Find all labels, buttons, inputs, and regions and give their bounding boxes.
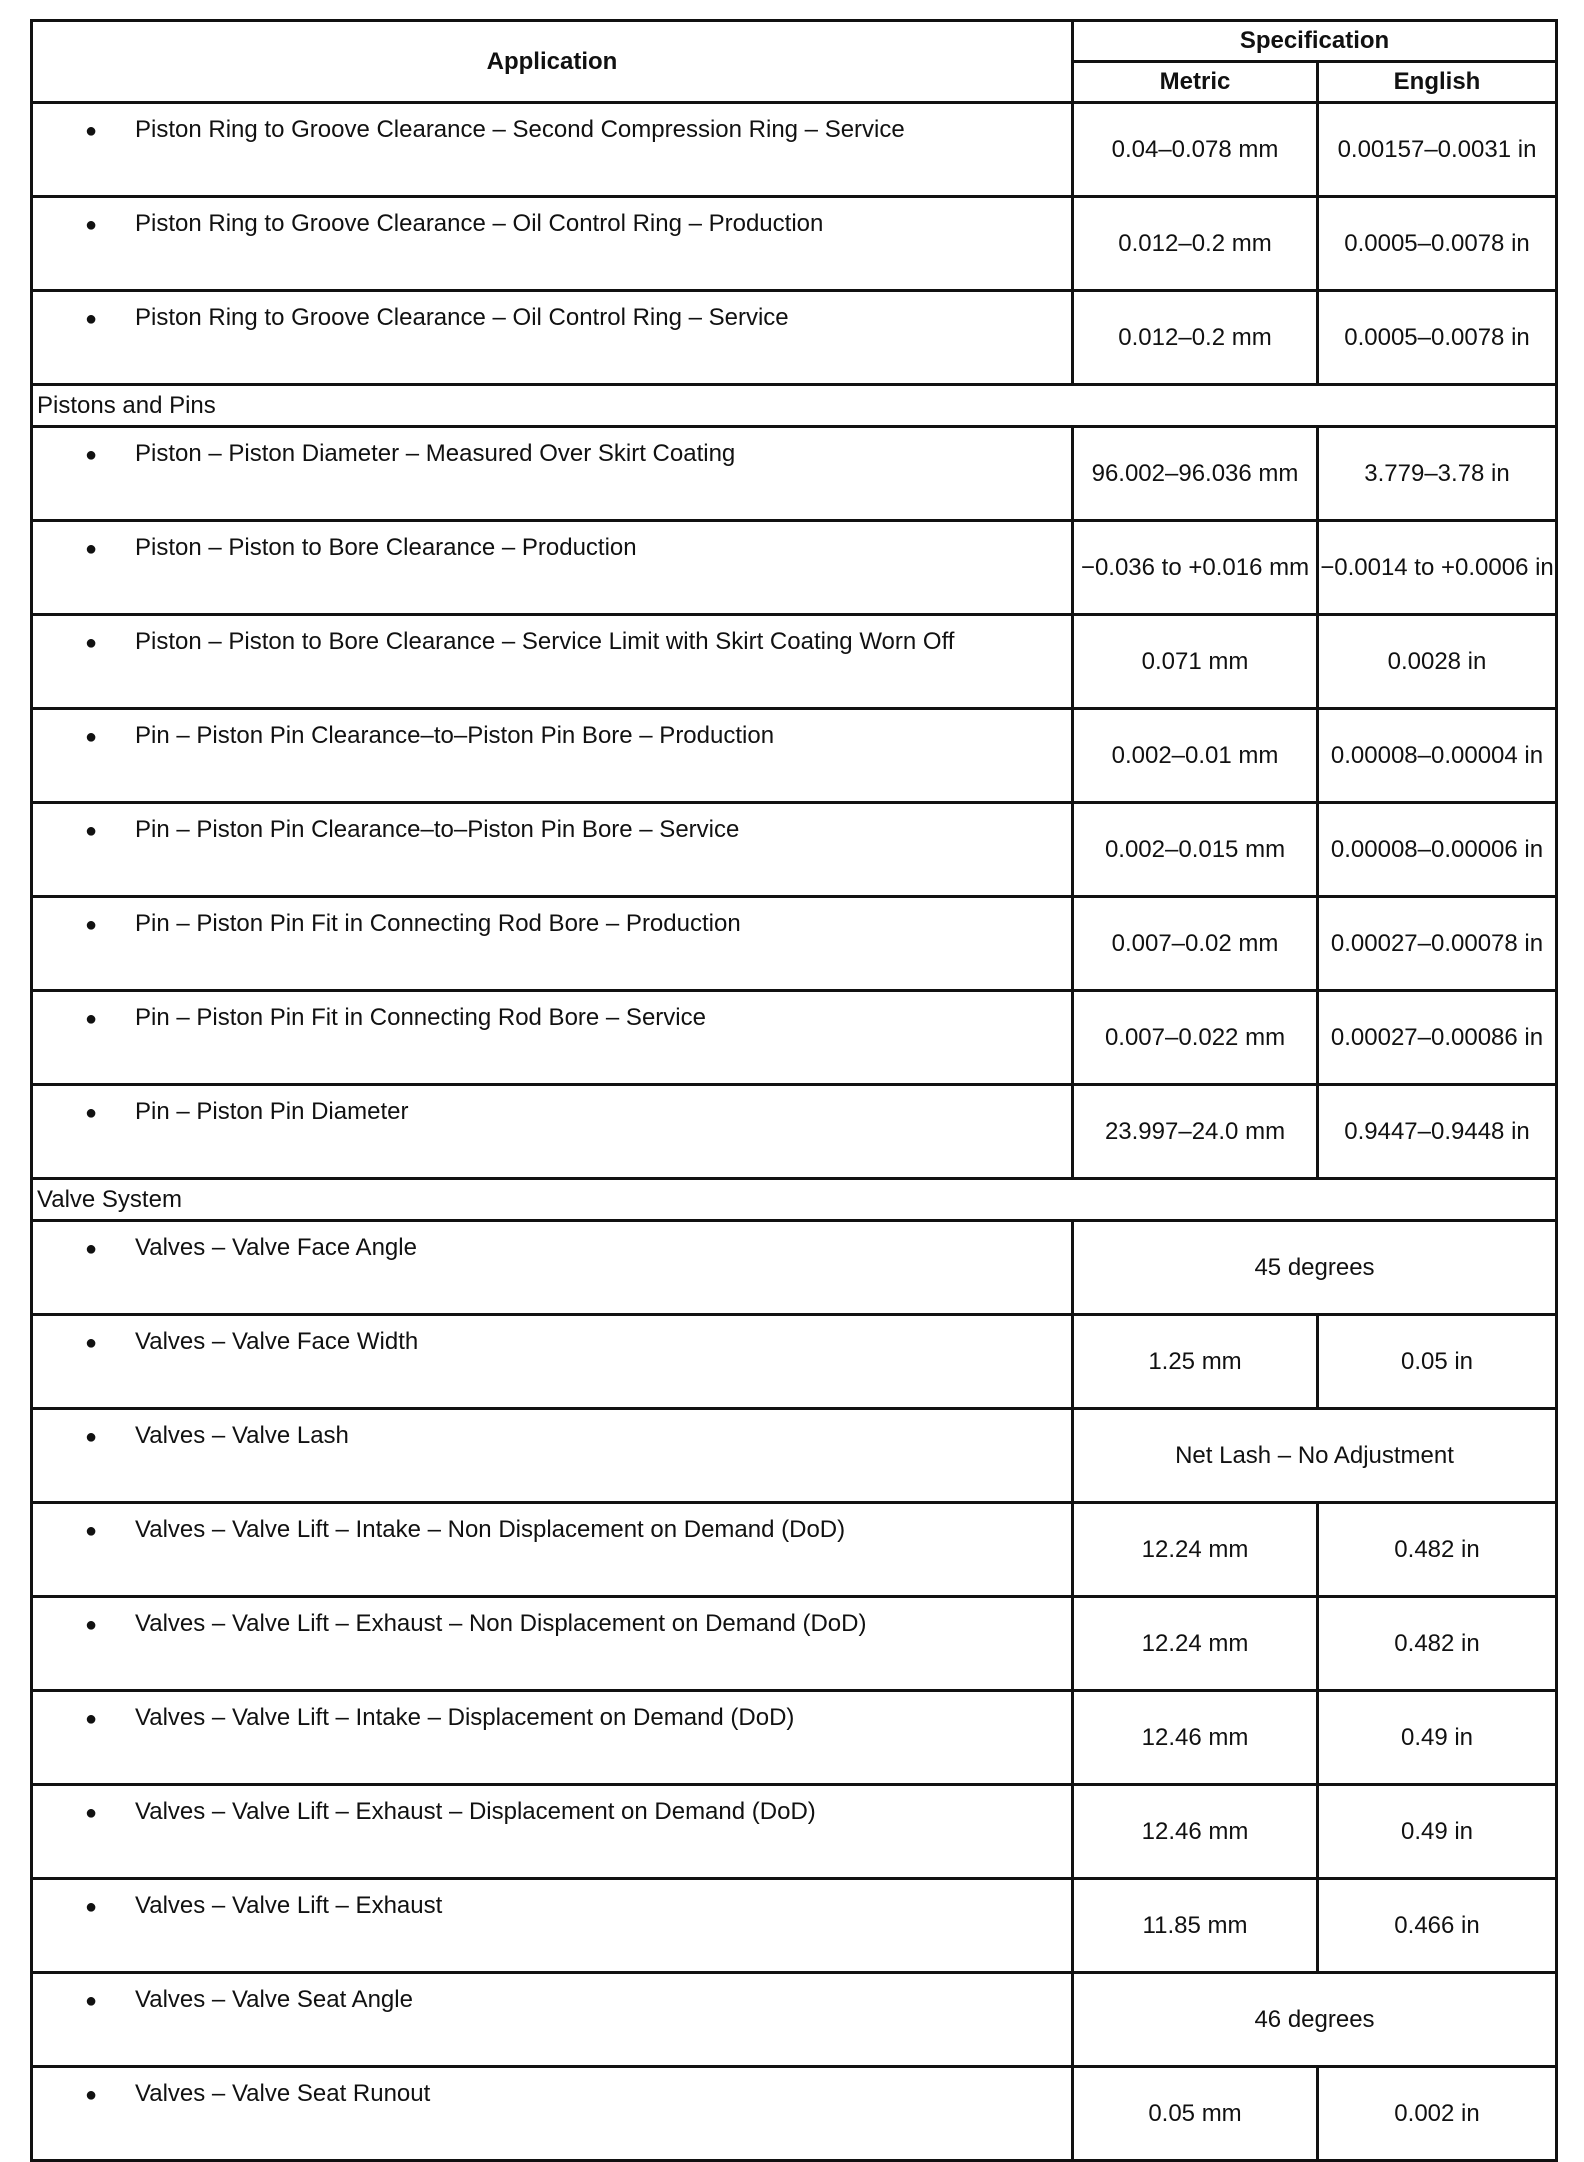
english-header: English — [1318, 62, 1557, 103]
metric-value: 96.002–96.036 mm — [1073, 427, 1318, 521]
application-label: Pin – Piston Pin Fit in Connecting Rod Bore – Service — [135, 1004, 706, 1031]
bullet-icon: ● — [85, 1802, 98, 1824]
application-label: Valves – Valve Seat Runout — [135, 2080, 431, 2107]
bullet-icon: ● — [85, 1896, 98, 1918]
metric-value: −0.036 to +0.016 mm — [1073, 521, 1318, 615]
metric-value: 12.24 mm — [1073, 1503, 1318, 1597]
application-label: Piston Ring to Groove Clearance – Oil Control Ring – Service — [135, 304, 789, 331]
bullet-icon: ● — [85, 538, 98, 560]
metric-value: 0.012–0.2 mm — [1073, 291, 1318, 385]
table-row — [32, 1409, 1557, 1503]
english-value: 0.0005–0.0078 in — [1318, 291, 1557, 385]
application-label: Valves – Valve Lift – Intake – Displacement on Demand (DoD) — [135, 1704, 795, 1731]
table-row — [32, 1503, 1557, 1597]
table-body — [32, 103, 1557, 2161]
section-row — [32, 1179, 1557, 1221]
application-cell — [32, 991, 1073, 1085]
table-row — [32, 897, 1557, 991]
application-label: Valves – Valve Face Angle — [135, 1234, 417, 1261]
application-cell — [32, 709, 1073, 803]
application-cell — [32, 1503, 1073, 1597]
application-cell — [32, 1085, 1073, 1179]
english-value: 0.466 in — [1318, 1879, 1557, 1973]
english-value: 0.482 in — [1318, 1597, 1557, 1691]
english-value: 0.00157–0.0031 in — [1318, 103, 1557, 197]
table-row — [32, 615, 1557, 709]
english-value: 0.00027–0.00078 in — [1318, 897, 1557, 991]
application-label: Piston – Piston to Bore Clearance – Service Limit with Skirt Coating Worn Off — [135, 628, 955, 655]
bullet-icon: ● — [85, 1990, 98, 2012]
english-value: 3.779–3.78 in — [1318, 427, 1557, 521]
application-label: Pin – Piston Pin Clearance–to–Piston Pin Bore – Service — [135, 816, 740, 843]
combined-value: Net Lash – No Adjustment — [1073, 1409, 1557, 1503]
application-cell — [32, 103, 1073, 197]
application-cell — [32, 1597, 1073, 1691]
application-label: Valves – Valve Lift – Exhaust – Displacement on Demand (DoD) — [135, 1798, 816, 1825]
table-row — [32, 521, 1557, 615]
application-cell — [32, 1315, 1073, 1409]
metric-value: 0.007–0.02 mm — [1073, 897, 1318, 991]
bullet-icon: ● — [85, 1102, 98, 1124]
metric-value: 12.46 mm — [1073, 1785, 1318, 1879]
section-title: Pistons and Pins — [32, 385, 1557, 427]
bullet-icon: ● — [85, 820, 98, 842]
table-row — [32, 1315, 1557, 1409]
application-cell — [32, 1785, 1073, 1879]
table-row — [32, 427, 1557, 521]
section-row — [32, 385, 1557, 427]
application-cell — [32, 1409, 1073, 1503]
application-cell — [32, 521, 1073, 615]
bullet-icon: ● — [85, 1332, 98, 1354]
metric-value: 0.002–0.015 mm — [1073, 803, 1318, 897]
metric-value: 0.007–0.022 mm — [1073, 991, 1318, 1085]
metric-value: 0.05 mm — [1073, 2067, 1318, 2161]
application-header: Application — [32, 21, 1073, 103]
english-value: −0.0014 to +0.0006 in — [1318, 521, 1557, 615]
application-label: Pin – Piston Pin Fit in Connecting Rod Bore – Production — [135, 910, 741, 937]
table-row — [32, 1691, 1557, 1785]
table-row — [32, 2067, 1557, 2161]
application-cell — [32, 197, 1073, 291]
bullet-icon: ● — [85, 308, 98, 330]
application-label: Valves – Valve Face Width — [135, 1328, 419, 1355]
metric-value: 12.24 mm — [1073, 1597, 1318, 1691]
table-row — [32, 103, 1557, 197]
application-cell — [32, 1691, 1073, 1785]
application-label: Piston Ring to Groove Clearance – Second Compression Ring – Service — [135, 116, 905, 143]
metric-value: 11.85 mm — [1073, 1879, 1318, 1973]
table-row — [32, 1879, 1557, 1973]
application-cell — [32, 1973, 1073, 2067]
bullet-icon: ● — [85, 632, 98, 654]
english-value: 0.00008–0.00006 in — [1318, 803, 1557, 897]
bullet-icon: ● — [85, 1238, 98, 1260]
bullet-icon: ● — [85, 1614, 98, 1636]
english-value: 0.00008–0.00004 in — [1318, 709, 1557, 803]
table-row — [32, 1221, 1557, 1315]
english-value: 0.49 in — [1318, 1785, 1557, 1879]
table-row — [32, 1973, 1557, 2067]
english-value: 0.002 in — [1318, 2067, 1557, 2161]
english-value: 0.49 in — [1318, 1691, 1557, 1785]
application-cell — [32, 1879, 1073, 1973]
english-value: 0.00027–0.00086 in — [1318, 991, 1557, 1085]
header-row — [32, 21, 1557, 62]
english-value: 0.0028 in — [1318, 615, 1557, 709]
section-title: Valve System — [32, 1179, 1557, 1221]
table-row — [32, 803, 1557, 897]
metric-header: Metric — [1073, 62, 1318, 103]
english-value: 0.05 in — [1318, 1315, 1557, 1409]
application-label: Piston – Piston Diameter – Measured Over Skirt Coating — [135, 440, 736, 467]
metric-value: 0.002–0.01 mm — [1073, 709, 1318, 803]
bullet-icon: ● — [85, 726, 98, 748]
application-label: Valves – Valve Lift – Intake – Non Displacement on Demand (DoD) — [135, 1516, 846, 1543]
application-cell — [32, 291, 1073, 385]
english-value: 0.9447–0.9448 in — [1318, 1085, 1557, 1179]
bullet-icon: ● — [85, 1520, 98, 1542]
application-cell — [32, 803, 1073, 897]
application-cell — [32, 1221, 1073, 1315]
bullet-icon: ● — [85, 214, 98, 236]
combined-value: 46 degrees — [1073, 1973, 1557, 2067]
bullet-icon: ● — [85, 914, 98, 936]
application-cell — [32, 2067, 1073, 2161]
metric-value: 0.04–0.078 mm — [1073, 103, 1318, 197]
application-label: Piston – Piston to Bore Clearance – Production — [135, 534, 637, 561]
metric-value: 0.012–0.2 mm — [1073, 197, 1318, 291]
combined-value: 45 degrees — [1073, 1221, 1557, 1315]
table-row — [32, 291, 1557, 385]
application-label: Valves – Valve Lash — [135, 1422, 349, 1449]
metric-value: 12.46 mm — [1073, 1691, 1318, 1785]
table-row — [32, 1597, 1557, 1691]
bullet-icon: ● — [85, 1008, 98, 1030]
application-label: Pin – Piston Pin Diameter — [135, 1098, 409, 1125]
bullet-icon: ● — [85, 120, 98, 142]
table-row — [32, 1785, 1557, 1879]
application-label: Piston Ring to Groove Clearance – Oil Control Ring – Production — [135, 210, 824, 237]
bullet-icon: ● — [85, 2084, 98, 2106]
bullet-icon: ● — [85, 444, 98, 466]
bullet-icon: ● — [85, 1708, 98, 1730]
table-row — [32, 1085, 1557, 1179]
metric-value: 1.25 mm — [1073, 1315, 1318, 1409]
table-row — [32, 709, 1557, 803]
application-cell — [32, 897, 1073, 991]
english-value: 0.0005–0.0078 in — [1318, 197, 1557, 291]
metric-value: 23.997–24.0 mm — [1073, 1085, 1318, 1179]
application-label: Valves – Valve Lift – Exhaust — [135, 1892, 443, 1919]
application-cell — [32, 615, 1073, 709]
application-label: Pin – Piston Pin Clearance–to–Piston Pin Bore – Production — [135, 722, 775, 749]
english-value: 0.482 in — [1318, 1503, 1557, 1597]
application-cell — [32, 427, 1073, 521]
table-row — [32, 197, 1557, 291]
table-row — [32, 991, 1557, 1085]
bullet-icon: ● — [85, 1426, 98, 1448]
metric-value: 0.071 mm — [1073, 615, 1318, 709]
specification-table — [30, 19, 1558, 2162]
application-label: Valves – Valve Seat Angle — [135, 1986, 413, 2013]
application-label: Valves – Valve Lift – Exhaust – Non Displacement on Demand (DoD) — [135, 1610, 867, 1637]
specification-header: Specification — [1073, 21, 1557, 62]
